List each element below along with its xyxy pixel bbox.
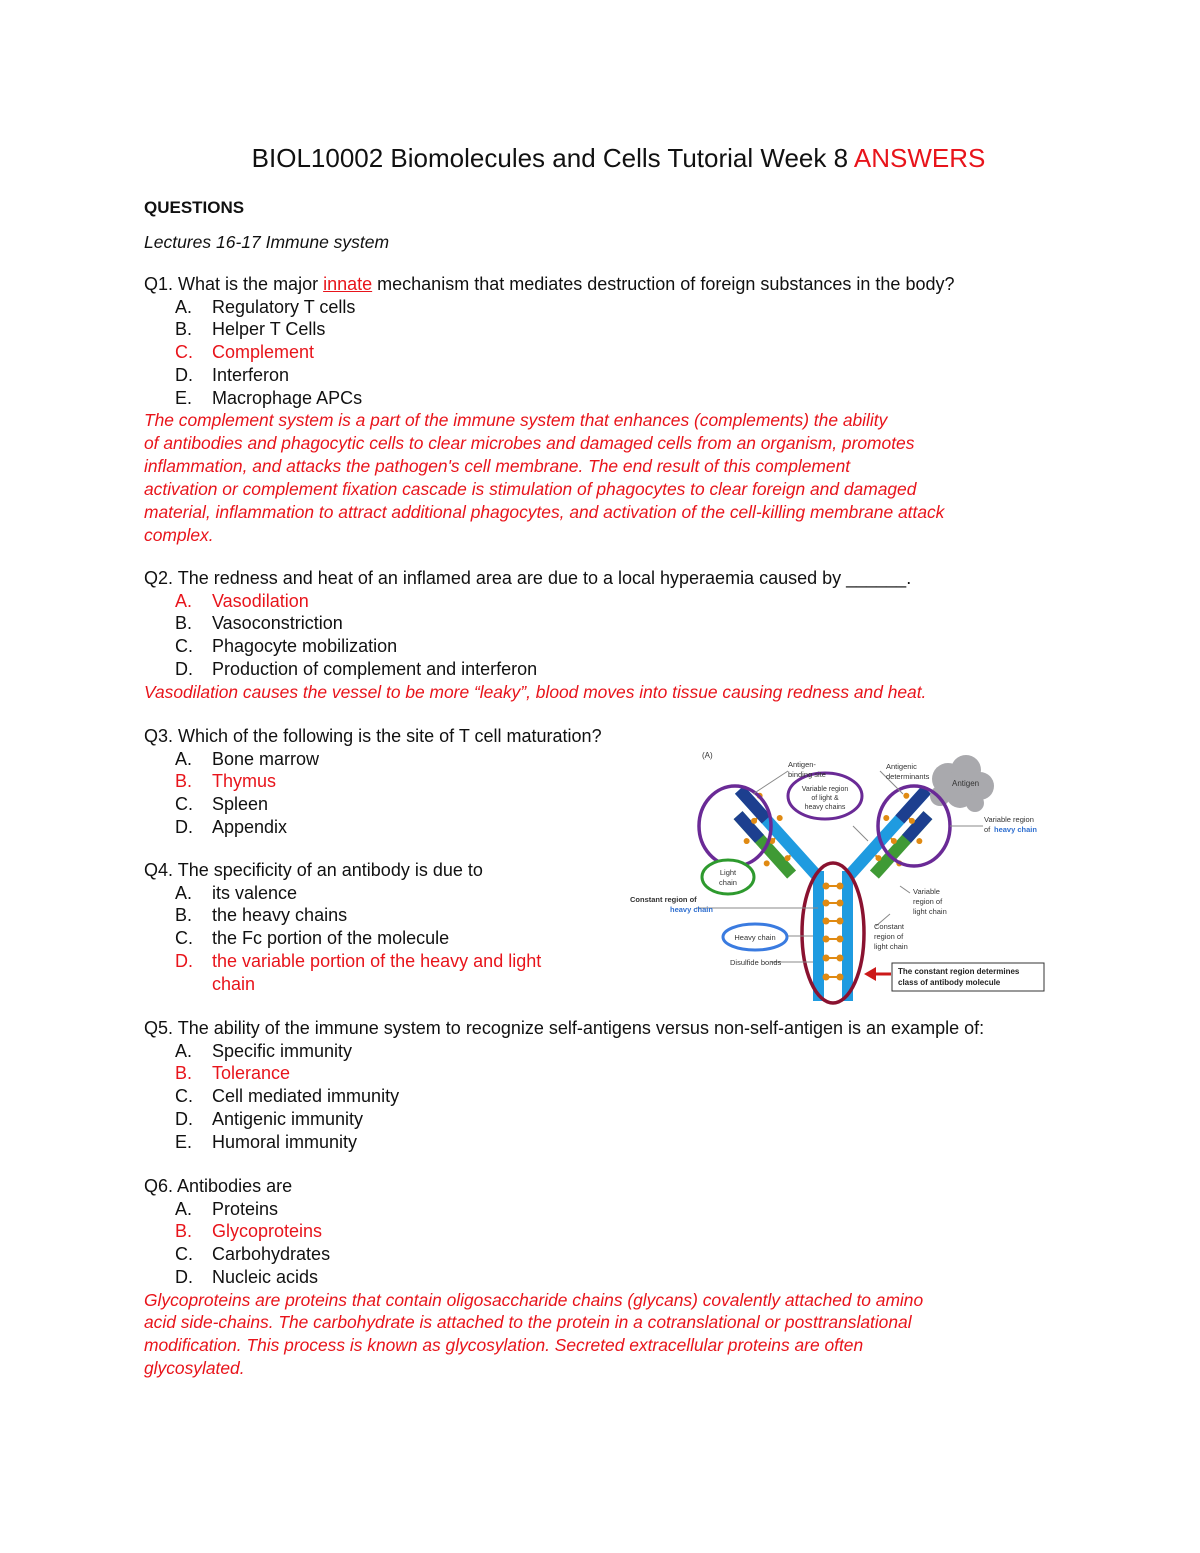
question-text	[144, 273, 1064, 296]
constant-region-circle	[802, 863, 864, 1003]
page-title	[0, 141, 1200, 175]
answer-explanation: The complement system is a part of the immune system that enhances (complements) the ability of antibodies and phagocytic cells to clear microbes and damaged cells from an organism, promotes inflammation, and attacks the pathogen's cell membrane. The end result of this complement activation or complement fixation cascade is stimulation of phagocytes to clear foreign and damaged material, inflammation to attract additional phagocytes, and activation of the cell-killing membrane attack complex.	[144, 410, 945, 545]
option-b: B. Vasoconstriction	[175, 613, 343, 634]
section-heading: QUESTIONS	[144, 198, 245, 217]
option-c: C. Phagocyte mobilization	[175, 636, 398, 657]
variable-light-label-1: Variable	[913, 887, 940, 896]
question-text: Q5. The ability of the immune system to recognize self-antigens versus non-self-antigen is an example of:	[144, 1018, 985, 1038]
question-3	[144, 725, 664, 839]
question-number: Q2.	[144, 568, 174, 588]
question-number: Q5.	[144, 1018, 174, 1038]
keyword-innate: innate	[323, 274, 373, 294]
option-a: A. Bone marrow	[175, 748, 320, 769]
answer-explanation: Vasodilation causes the vessel to be more “leaky”, blood moves into tissue causing redness and heat.	[144, 681, 927, 702]
constant-light-label-1: Constant	[874, 922, 905, 931]
variable-heavy-label-1: Variable region	[984, 815, 1034, 824]
constant-light-label-3: light chain	[874, 942, 908, 951]
note-line-1: The constant region determines	[898, 967, 1020, 976]
option-a: A. Specific immunity	[175, 1040, 353, 1061]
variable-region-label-2: of light &	[811, 795, 839, 802]
constant-heavy-label-2: heavy chain	[670, 905, 713, 914]
option-b: B. Helper T Cells	[175, 319, 326, 340]
option-a: A. Proteins	[175, 1198, 279, 1219]
option-a: A. Regulatory T cells	[175, 296, 356, 317]
question-2	[144, 567, 1064, 703]
variable-heavy-label-3: heavy chain	[994, 825, 1037, 834]
options-list	[144, 1198, 1064, 1289]
heavy-chain-label: Heavy chain	[734, 933, 776, 942]
antigen-binding-circle-left	[699, 786, 771, 866]
constant-light-label-2: region of	[874, 932, 904, 941]
options-list	[144, 590, 1064, 681]
option-d: D. Antigenic immunity	[175, 1108, 364, 1129]
question-text: Q2. The redness and heat of an inflamed area are due to a local hyperaemia caused by ______.	[144, 568, 912, 588]
option-b-correct: B. Thymus	[175, 771, 277, 792]
stem-disulfide-bonds	[824, 884, 843, 980]
antigen-binding-label-2: binding site	[788, 770, 826, 779]
option-d: D. Interferon	[175, 364, 290, 385]
question-5	[144, 1017, 1084, 1153]
antigenic-determinants-label-2: determinants	[886, 772, 930, 781]
heavy-chain-stem-right	[842, 871, 853, 1001]
option-b-correct: B. Glycoproteins	[175, 1221, 323, 1242]
option-d: D. Appendix	[175, 816, 288, 837]
variable-light-label-3: light chain	[913, 907, 947, 916]
title-answers: ANSWERS	[853, 143, 986, 173]
question-text: Q4. The specificity of an antibody is due to	[144, 860, 483, 880]
heavy-chain-stem-left	[813, 871, 824, 1001]
title-main: BIOL10002 Biomolecules and Cells Tutorial Week 8	[251, 143, 849, 173]
answer-explanation: Glycoproteins are proteins that contain oligosaccharide chains (glycans) covalently attached to amino acid side-chains. The carbohydrate is attached to the protein in a cotranslational or posttranslational modification. This process is known as glycosylation. Secreted extracellular proteins are often glycosylated.	[144, 1289, 924, 1379]
variable-region-label-3: heavy chains	[804, 804, 846, 811]
question-text-part: What is the major	[178, 274, 319, 294]
arrow-head	[864, 967, 876, 981]
note-line-2: class of antibody molecule	[898, 978, 1001, 987]
light-chain-label-2: chain	[719, 878, 737, 887]
question-text: Q3. Which of the following is the site of T cell maturation?	[144, 726, 602, 746]
antigen-binding-label-1: Antigen-	[788, 760, 816, 769]
question-number: Q6.	[144, 1176, 174, 1196]
antigenic-determinants-label-1: Antigenic	[886, 762, 917, 771]
question-text: Q6. Antibodies are	[144, 1176, 293, 1196]
question-1	[144, 273, 1064, 547]
options-list	[144, 1040, 1084, 1154]
question-text-part: mechanism that mediates destruction of foreign substances in the body?	[377, 274, 955, 294]
lecture-subtitle: Lectures 16-17 Immune system	[144, 232, 390, 252]
option-c: C. Carbohydrates	[175, 1244, 331, 1265]
option-e: E. Macrophage APCs	[175, 387, 363, 408]
option-c: C. the Fc portion of the molecule	[175, 928, 450, 949]
options-list	[144, 748, 664, 839]
option-d: D. Nucleic acids	[175, 1266, 319, 1287]
option-c: C. Spleen	[175, 794, 269, 815]
option-b-correct: B. Tolerance	[175, 1063, 291, 1084]
options-list	[144, 296, 1064, 410]
question-number: Q1.	[144, 274, 174, 294]
question-4	[144, 859, 614, 995]
options-list	[144, 882, 614, 996]
option-e: E. Humoral immunity	[175, 1131, 358, 1152]
option-b: B. the heavy chains	[175, 905, 348, 926]
variable-region-label-1: Variable region	[801, 786, 849, 793]
option-c: C. Cell mediated immunity	[175, 1086, 400, 1107]
constant-heavy-label-1: Constant region of	[630, 895, 697, 904]
question-number: Q4.	[144, 860, 174, 880]
question-number: Q3.	[144, 726, 174, 746]
question-6	[144, 1175, 1064, 1380]
disulfide-bonds-label: Disulfide bonds	[730, 958, 782, 967]
panel-label: (A)	[702, 751, 713, 760]
option-a-correct: A. Vasodilation	[175, 590, 309, 611]
light-chain-callout	[702, 860, 754, 894]
option-d-correct: D. the variable portion of the heavy and light chain	[175, 950, 542, 994]
option-d: D. Production of complement and interferon	[175, 658, 538, 679]
variable-light-label-2: region of	[913, 897, 943, 906]
light-chain-label-1: Light	[719, 868, 737, 877]
antibody-structure-diagram	[628, 746, 1058, 1008]
option-a: A. its valence	[175, 882, 298, 903]
antigen-label: Antigen	[952, 779, 980, 788]
variable-heavy-label-2: of	[984, 825, 991, 834]
option-c-correct: C. Complement	[175, 342, 315, 363]
